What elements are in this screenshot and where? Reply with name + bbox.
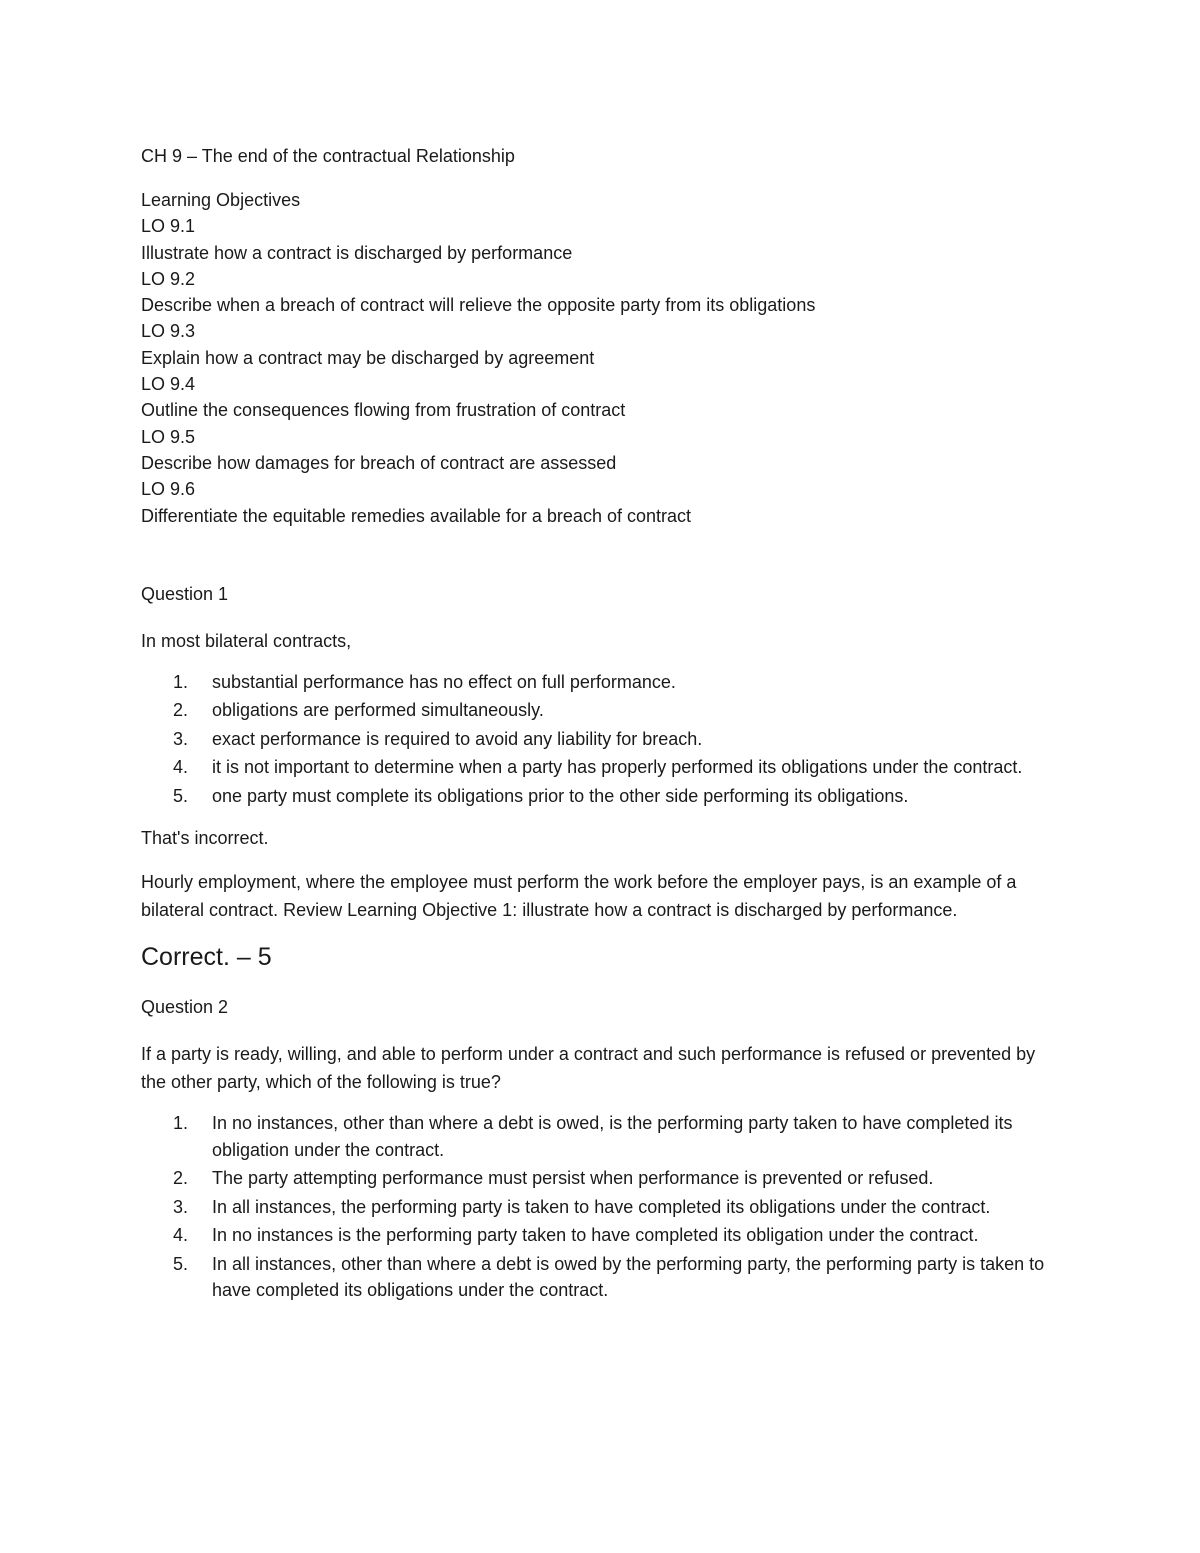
option-text: In all instances, other than where a debt is owed by the performing party, the performing party is taken to have completed its obligations under the contract. (212, 1253, 1045, 1301)
chapter-title: CH 9 – The end of the contractual Relationship (141, 146, 515, 166)
option-number: 3. (173, 728, 189, 749)
option-text: one party must complete its obligations prior to the other side performing its obligations. (212, 785, 909, 806)
correct-answer-note: Correct. – 5 (141, 943, 272, 972)
question-2 (141, 994, 1061, 1304)
answer-option (141, 1165, 1061, 1192)
spacer (141, 529, 1061, 581)
option-text: it is not important to determine when a party has properly performed its obligations under the contract. (212, 757, 1023, 778)
learning-objectives-heading: Learning Objectives (141, 190, 301, 210)
explanation-text: Hourly employment, where the employee must perform the work before the employer pays, is an example of a bilateral contract. Review Learning Objective 1: illustrate how a contract is discharged by performance. (141, 872, 1017, 921)
lo-code: LO 9.1 (141, 216, 196, 237)
answer-option (141, 669, 1061, 696)
option-number: 4. (173, 757, 189, 778)
lo-code: LO 9.6 (141, 479, 196, 500)
option-text: exact performance is required to avoid any liability for breach. (212, 728, 703, 749)
answer-options (141, 669, 1061, 810)
lo-code: LO 9.5 (141, 426, 196, 447)
answer-options (141, 1110, 1061, 1304)
option-text: obligations are performed simultaneously. (212, 700, 544, 721)
lo-text: Describe when a breach of contract will relieve the opposite party from its obligations (141, 295, 816, 316)
option-text: In no instances, other than where a debt is owed, is the performing party taken to have completed its obligation under the contract. (212, 1113, 1013, 1160)
option-text: The party attempting performance must persist when performance is prevented or refused. (212, 1168, 934, 1189)
answer-option (141, 1251, 1061, 1304)
option-number: 2. (173, 1168, 189, 1189)
learning-objectives (141, 187, 1061, 529)
answer-option (141, 726, 1061, 753)
answer-option (141, 754, 1061, 781)
option-text: In all instances, the performing party is taken to have completed its obligations under the contract. (212, 1196, 991, 1217)
option-number: 5. (173, 785, 189, 806)
lo-text: Illustrate how a contract is discharged by performance (141, 242, 573, 263)
document-content (141, 143, 1061, 1320)
answer-option (141, 1110, 1061, 1163)
answer-option (141, 1222, 1061, 1249)
option-number: 1. (173, 1113, 189, 1134)
lo-text: Differentiate the equitable remedies available for a breach of contract (141, 505, 691, 526)
question-text: In most bilateral contracts, (141, 630, 352, 651)
lo-code: LO 9.2 (141, 268, 196, 289)
feedback-text: That's incorrect. (141, 828, 269, 849)
option-number: 4. (173, 1225, 189, 1246)
lo-code: LO 9.3 (141, 321, 196, 342)
question-1 (141, 581, 1061, 975)
question-text: If a party is ready, willing, and able to perform under a contract and such performance is refused or prevented by the other party, which of the following is true? (141, 1044, 1036, 1093)
answer-option (141, 783, 1061, 810)
lo-text: Describe how damages for breach of contract are assessed (141, 452, 617, 473)
option-text: substantial performance has no effect on full performance. (212, 671, 676, 692)
option-text: In no instances is the performing party taken to have completed its obligation under the contract. (212, 1225, 979, 1246)
question-label: Question 1 (141, 583, 229, 604)
answer-option (141, 1194, 1061, 1221)
option-number: 1. (173, 671, 189, 692)
question-label: Question 2 (141, 997, 229, 1018)
lo-code: LO 9.4 (141, 374, 196, 395)
option-number: 3. (173, 1196, 189, 1217)
option-number: 2. (173, 700, 189, 721)
lo-text: Explain how a contract may be discharged by agreement (141, 347, 595, 368)
answer-option (141, 697, 1061, 724)
lo-text: Outline the consequences flowing from frustration of contract (141, 400, 626, 421)
option-number: 5. (173, 1253, 189, 1274)
